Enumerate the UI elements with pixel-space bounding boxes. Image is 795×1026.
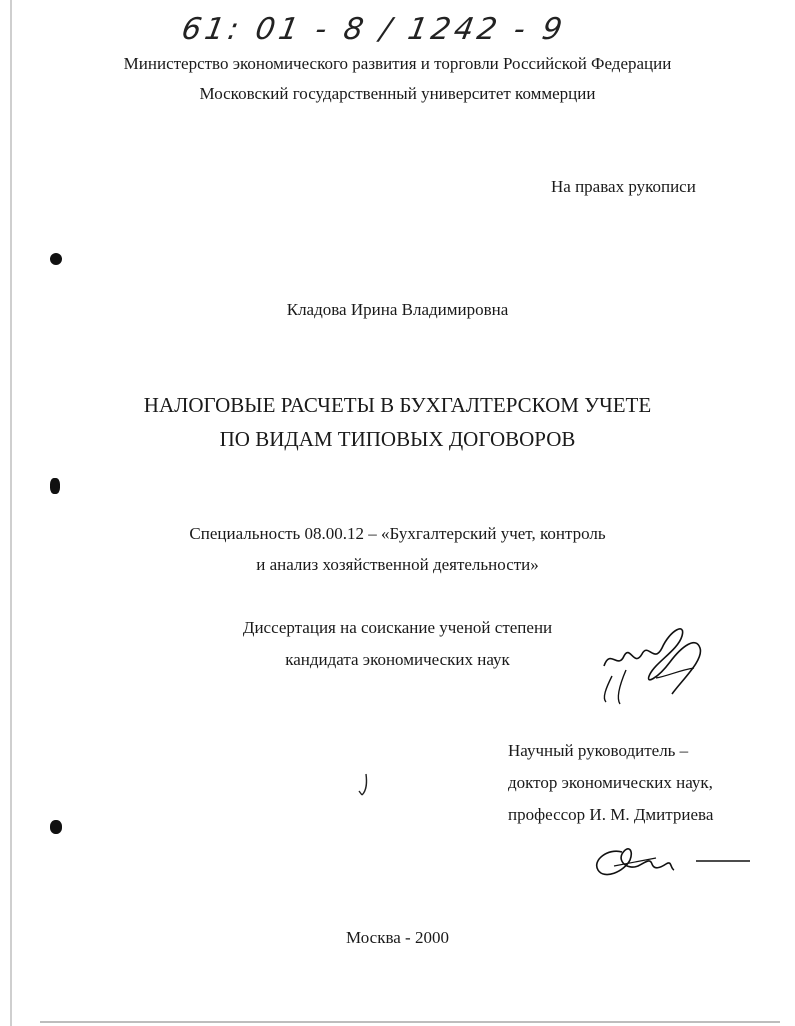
ministry-heading: Министерство экономического развития и торговли Российской Федерации bbox=[123, 54, 672, 73]
author-signature bbox=[596, 618, 716, 710]
advisor-line-2: доктор экономических наук, bbox=[508, 773, 713, 792]
dissertation-title-line-2: ПО ВИДАМ ТИПОВЫХ ДОГОВОРОВ bbox=[219, 427, 576, 451]
punch-hole-mark bbox=[50, 820, 62, 834]
manuscript-note: На правах рукописи bbox=[551, 177, 696, 196]
advisor-line-1: Научный руководитель – bbox=[508, 741, 689, 760]
specialty-line-1: Специальность 08.00.12 – «Бухгалтерский учет, контроль bbox=[189, 524, 606, 543]
advisor-signature bbox=[588, 838, 758, 884]
scan-left-edge bbox=[10, 0, 12, 1026]
dissertation-title-line-1: НАЛОГОВЫЕ РАСЧЕТЫ В БУХГАЛТЕРСКОМ УЧЕТЕ bbox=[143, 393, 652, 417]
author-name: Кладова Ирина Владимировна bbox=[286, 300, 509, 319]
city-year: Москва - 2000 bbox=[346, 928, 449, 947]
handwritten-archive-number: 61: 01 - 8 / 1242 - 9 bbox=[178, 12, 569, 47]
punch-hole-mark bbox=[50, 478, 60, 494]
university-heading: Московский государственный университет коммерции bbox=[199, 84, 596, 103]
advisor-line-3: профессор И. М. Дмитриева bbox=[508, 805, 714, 824]
stray-mark bbox=[356, 772, 372, 798]
degree-line-1: Диссертация на соискание ученой степени bbox=[242, 618, 553, 637]
degree-line-2: кандидата экономических наук bbox=[285, 650, 510, 669]
specialty-line-2: и анализ хозяйственной деятельности» bbox=[256, 555, 539, 574]
scan-bottom-edge bbox=[40, 1021, 780, 1023]
punch-hole-mark bbox=[50, 253, 62, 265]
